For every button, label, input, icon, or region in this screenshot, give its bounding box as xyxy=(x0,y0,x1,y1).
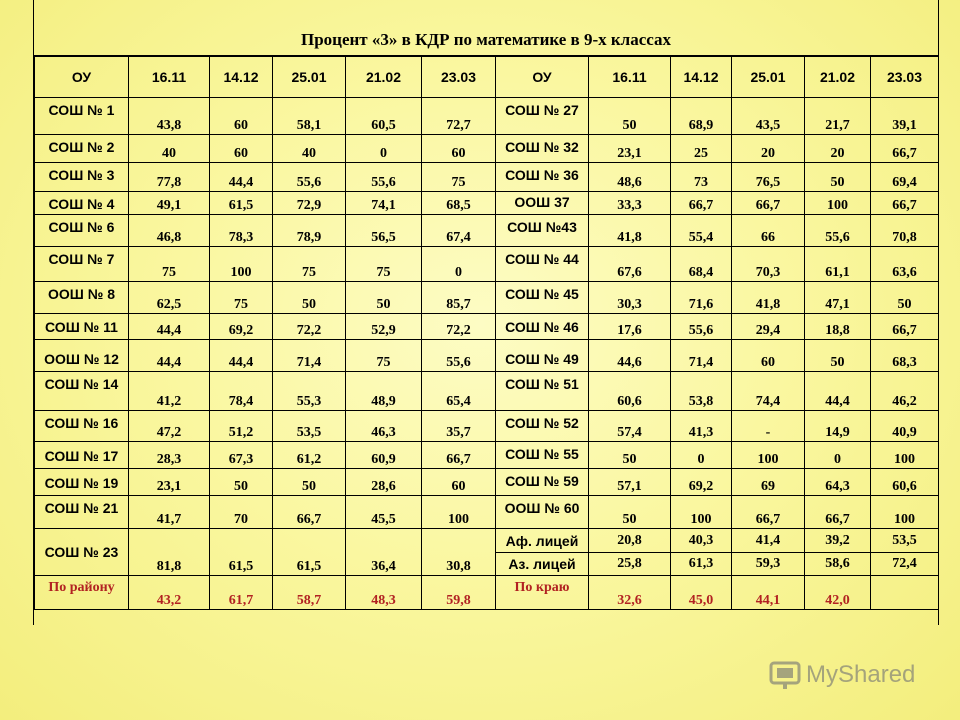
value-cell: 50 xyxy=(273,282,346,314)
school-name: СОШ № 21 xyxy=(35,496,129,529)
value-cell: 30,8 xyxy=(422,529,496,576)
value-cell: 73 xyxy=(671,163,732,192)
value-cell: 60,6 xyxy=(589,372,671,411)
totals-row xyxy=(35,576,939,610)
slideshow-icon xyxy=(768,658,802,692)
value-cell: 70,3 xyxy=(732,247,805,282)
school-name: СОШ № 23 xyxy=(35,529,129,576)
value-cell: 63,6 xyxy=(871,247,939,282)
school-name: СОШ № 44 xyxy=(496,247,589,282)
table-row xyxy=(35,340,939,372)
school-name: ООШ № 12 xyxy=(35,340,129,372)
value-cell: 61,2 xyxy=(273,442,346,469)
value-cell: 23,1 xyxy=(129,469,210,496)
value-cell: 66 xyxy=(732,215,805,247)
value-cell: 61,1 xyxy=(805,247,871,282)
value-cell: 17,6 xyxy=(589,314,671,340)
value-cell: 100 xyxy=(422,496,496,529)
value-cell: 60,9 xyxy=(346,442,422,469)
value-cell: 60 xyxy=(422,469,496,496)
value-cell: - xyxy=(732,411,805,442)
value-cell: 50 xyxy=(589,496,671,529)
value-cell: 66,7 xyxy=(871,135,939,163)
value-cell: 55,4 xyxy=(671,215,732,247)
value-cell: 71,6 xyxy=(671,282,732,314)
table-row xyxy=(35,247,939,282)
value-cell: 40,3 xyxy=(671,529,732,553)
value-cell: 45,5 xyxy=(346,496,422,529)
value-cell: 0 xyxy=(346,135,422,163)
district-total-label: По району xyxy=(35,576,129,610)
value-cell: 46,2 xyxy=(871,372,939,411)
value-cell: 50 xyxy=(805,340,871,372)
value-cell: 41,8 xyxy=(589,215,671,247)
value-cell: 40 xyxy=(273,135,346,163)
value-cell: 44,4 xyxy=(129,314,210,340)
value-cell: 41,7 xyxy=(129,496,210,529)
value-cell: 72,2 xyxy=(273,314,346,340)
value-cell: 32,6 xyxy=(589,576,671,610)
school-name: СОШ № 14 xyxy=(35,372,129,411)
column-header: 23.03 xyxy=(422,57,496,98)
value-cell: 53,5 xyxy=(871,529,939,553)
value-cell: 75 xyxy=(422,163,496,192)
value-cell: 62,5 xyxy=(129,282,210,314)
value-cell: 72,7 xyxy=(422,98,496,135)
school-name: СОШ № 19 xyxy=(35,469,129,496)
school-name: СОШ № 2 xyxy=(35,135,129,163)
school-name: СОШ № 55 xyxy=(496,442,589,469)
value-cell: 75 xyxy=(273,247,346,282)
value-cell: 61,3 xyxy=(671,553,732,576)
value-cell: 18,8 xyxy=(805,314,871,340)
value-cell: 55,6 xyxy=(273,163,346,192)
value-cell: 67,4 xyxy=(422,215,496,247)
value-cell: 50 xyxy=(346,282,422,314)
value-cell: 44,4 xyxy=(129,340,210,372)
column-header: 16.11 xyxy=(129,57,210,98)
school-name: ООШ 37 xyxy=(496,192,589,215)
value-cell: 60 xyxy=(422,135,496,163)
value-cell: 57,1 xyxy=(589,469,671,496)
value-cell: 100 xyxy=(210,247,273,282)
value-cell: 60,6 xyxy=(871,469,939,496)
table-row xyxy=(35,496,939,529)
value-cell: 48,3 xyxy=(346,576,422,610)
value-cell: 61,5 xyxy=(210,192,273,215)
value-cell: 69,4 xyxy=(871,163,939,192)
school-name: СОШ № 1 xyxy=(35,98,129,135)
column-header: 23.03 xyxy=(871,57,939,98)
value-cell: 50 xyxy=(273,469,346,496)
value-cell: 74,1 xyxy=(346,192,422,215)
value-cell: 56,5 xyxy=(346,215,422,247)
value-cell: 71,4 xyxy=(671,340,732,372)
value-cell: 75 xyxy=(346,340,422,372)
value-cell: 70 xyxy=(210,496,273,529)
table-row xyxy=(35,98,939,135)
school-name: СОШ № 16 xyxy=(35,411,129,442)
value-cell: 0 xyxy=(422,247,496,282)
value-cell: 75 xyxy=(346,247,422,282)
value-cell: 20,8 xyxy=(589,529,671,553)
value-cell: 66,7 xyxy=(671,192,732,215)
value-cell: 14,9 xyxy=(805,411,871,442)
value-cell: 46,3 xyxy=(346,411,422,442)
value-cell: 67,3 xyxy=(210,442,273,469)
value-cell: 41,3 xyxy=(671,411,732,442)
value-cell: 40,9 xyxy=(871,411,939,442)
school-name: ООШ № 8 xyxy=(35,282,129,314)
value-cell: 47,2 xyxy=(129,411,210,442)
school-name: СОШ № 45 xyxy=(496,282,589,314)
value-cell: 28,6 xyxy=(346,469,422,496)
column-header: 21.02 xyxy=(805,57,871,98)
table-row xyxy=(35,163,939,192)
table-row xyxy=(35,529,939,553)
value-cell: 60 xyxy=(732,340,805,372)
value-cell: 61,5 xyxy=(273,529,346,576)
value-cell: 44,4 xyxy=(210,163,273,192)
value-cell: 46,8 xyxy=(129,215,210,247)
value-cell: 41,8 xyxy=(732,282,805,314)
school-name: СОШ № 46 xyxy=(496,314,589,340)
value-cell: 72,2 xyxy=(422,314,496,340)
value-cell: 81,8 xyxy=(129,529,210,576)
value-cell: 41,2 xyxy=(129,372,210,411)
column-header: 25.01 xyxy=(273,57,346,98)
value-cell: 44,1 xyxy=(732,576,805,610)
value-cell: 25,8 xyxy=(589,553,671,576)
value-cell: 49,1 xyxy=(129,192,210,215)
school-name: СОШ № 17 xyxy=(35,442,129,469)
results-sheet xyxy=(33,0,939,625)
value-cell: 59,8 xyxy=(422,576,496,610)
value-cell: 58,7 xyxy=(273,576,346,610)
value-cell: 28,3 xyxy=(129,442,210,469)
table-row xyxy=(35,372,939,411)
value-cell: 100 xyxy=(671,496,732,529)
value-cell: 60 xyxy=(210,135,273,163)
school-name: Аз. лицей xyxy=(496,553,589,576)
table-row xyxy=(35,442,939,469)
value-cell: 58,1 xyxy=(273,98,346,135)
value-cell: 55,6 xyxy=(422,340,496,372)
value-cell: 100 xyxy=(871,496,939,529)
value-cell: 75 xyxy=(129,247,210,282)
value-cell: 68,3 xyxy=(871,340,939,372)
region-total-label: По краю xyxy=(496,576,589,610)
value-cell: 20 xyxy=(732,135,805,163)
value-cell: 75 xyxy=(210,282,273,314)
school-name: СОШ № 52 xyxy=(496,411,589,442)
value-cell: 55,6 xyxy=(671,314,732,340)
value-cell: 60,5 xyxy=(346,98,422,135)
value-cell: 61,7 xyxy=(210,576,273,610)
value-cell: 78,3 xyxy=(210,215,273,247)
value-cell: 72,9 xyxy=(273,192,346,215)
column-header: 25.01 xyxy=(732,57,805,98)
value-cell: 50 xyxy=(210,469,273,496)
column-header: 21.02 xyxy=(346,57,422,98)
value-cell: 71,4 xyxy=(273,340,346,372)
school-name: СОШ № 59 xyxy=(496,469,589,496)
value-cell: 43,2 xyxy=(129,576,210,610)
value-cell: 48,9 xyxy=(346,372,422,411)
value-cell: 44,4 xyxy=(210,340,273,372)
value-cell: 76,5 xyxy=(732,163,805,192)
results-table xyxy=(34,56,939,610)
school-name: СОШ № 36 xyxy=(496,163,589,192)
value-cell: 43,8 xyxy=(129,98,210,135)
value-cell: 69 xyxy=(732,469,805,496)
value-cell: 66,7 xyxy=(871,192,939,215)
value-cell: 66,7 xyxy=(732,496,805,529)
value-cell xyxy=(871,576,939,610)
value-cell: 66,7 xyxy=(805,496,871,529)
value-cell: 21,7 xyxy=(805,98,871,135)
value-cell: 69,2 xyxy=(210,314,273,340)
watermark xyxy=(768,656,928,694)
value-cell: 36,4 xyxy=(346,529,422,576)
column-header: 16.11 xyxy=(589,57,671,98)
value-cell: 39,1 xyxy=(871,98,939,135)
table-row xyxy=(35,282,939,314)
school-name: СОШ № 4 xyxy=(35,192,129,215)
value-cell: 55,3 xyxy=(273,372,346,411)
school-name: СОШ №43 xyxy=(496,215,589,247)
value-cell: 57,4 xyxy=(589,411,671,442)
value-cell: 70,8 xyxy=(871,215,939,247)
value-cell: 78,9 xyxy=(273,215,346,247)
value-cell: 69,2 xyxy=(671,469,732,496)
value-cell: 66,7 xyxy=(732,192,805,215)
table-row xyxy=(35,192,939,215)
value-cell: 47,1 xyxy=(805,282,871,314)
column-header: 14.12 xyxy=(671,57,732,98)
value-cell: 25 xyxy=(671,135,732,163)
school-name: СОШ № 32 xyxy=(496,135,589,163)
value-cell: 55,6 xyxy=(805,215,871,247)
value-cell: 43,5 xyxy=(732,98,805,135)
school-name: СОШ № 6 xyxy=(35,215,129,247)
value-cell: 39,2 xyxy=(805,529,871,553)
watermark-text: MyShared xyxy=(806,661,916,688)
value-cell: 53,8 xyxy=(671,372,732,411)
school-name: Аф. лицей xyxy=(496,529,589,553)
table-row xyxy=(35,314,939,340)
value-cell: 50 xyxy=(871,282,939,314)
column-header: ОУ xyxy=(35,57,129,98)
value-cell: 33,3 xyxy=(589,192,671,215)
school-name: СОШ № 49 xyxy=(496,340,589,372)
value-cell: 77,8 xyxy=(129,163,210,192)
value-cell: 50 xyxy=(589,442,671,469)
value-cell: 58,6 xyxy=(805,553,871,576)
column-header: 14.12 xyxy=(210,57,273,98)
value-cell: 78,4 xyxy=(210,372,273,411)
school-name: СОШ № 7 xyxy=(35,247,129,282)
value-cell: 44,6 xyxy=(589,340,671,372)
school-name: СОШ № 3 xyxy=(35,163,129,192)
value-cell: 41,4 xyxy=(732,529,805,553)
value-cell: 59,3 xyxy=(732,553,805,576)
value-cell: 53,5 xyxy=(273,411,346,442)
value-cell: 66,7 xyxy=(273,496,346,529)
value-cell: 66,7 xyxy=(422,442,496,469)
results-table-body xyxy=(35,57,939,610)
value-cell: 60 xyxy=(210,98,273,135)
school-name: СОШ № 27 xyxy=(496,98,589,135)
page-title: Процент «3» в КДР по математике в 9-х классах xyxy=(34,0,938,56)
value-cell: 50 xyxy=(805,163,871,192)
value-cell: 55,6 xyxy=(346,163,422,192)
value-cell: 50 xyxy=(589,98,671,135)
value-cell: 100 xyxy=(871,442,939,469)
value-cell: 68,5 xyxy=(422,192,496,215)
value-cell: 44,4 xyxy=(805,372,871,411)
table-row xyxy=(35,215,939,247)
value-cell: 20 xyxy=(805,135,871,163)
value-cell: 51,2 xyxy=(210,411,273,442)
value-cell: 100 xyxy=(732,442,805,469)
column-header: ОУ xyxy=(496,57,589,98)
value-cell: 23,1 xyxy=(589,135,671,163)
value-cell: 72,4 xyxy=(871,553,939,576)
value-cell: 85,7 xyxy=(422,282,496,314)
value-cell: 66,7 xyxy=(871,314,939,340)
value-cell: 40 xyxy=(129,135,210,163)
school-name: СОШ № 11 xyxy=(35,314,129,340)
table-row xyxy=(35,135,939,163)
table-row xyxy=(35,411,939,442)
value-cell: 65,4 xyxy=(422,372,496,411)
value-cell: 35,7 xyxy=(422,411,496,442)
header-row xyxy=(35,57,939,98)
school-name: СОШ № 51 xyxy=(496,372,589,411)
value-cell: 74,4 xyxy=(732,372,805,411)
value-cell: 64,3 xyxy=(805,469,871,496)
value-cell: 29,4 xyxy=(732,314,805,340)
value-cell: 67,6 xyxy=(589,247,671,282)
value-cell: 61,5 xyxy=(210,529,273,576)
value-cell: 68,4 xyxy=(671,247,732,282)
value-cell: 68,9 xyxy=(671,98,732,135)
value-cell: 0 xyxy=(805,442,871,469)
value-cell: 100 xyxy=(805,192,871,215)
value-cell: 45,0 xyxy=(671,576,732,610)
value-cell: 48,6 xyxy=(589,163,671,192)
value-cell: 42,0 xyxy=(805,576,871,610)
value-cell: 0 xyxy=(671,442,732,469)
value-cell: 30,3 xyxy=(589,282,671,314)
table-row xyxy=(35,469,939,496)
school-name: ООШ № 60 xyxy=(496,496,589,529)
value-cell: 52,9 xyxy=(346,314,422,340)
